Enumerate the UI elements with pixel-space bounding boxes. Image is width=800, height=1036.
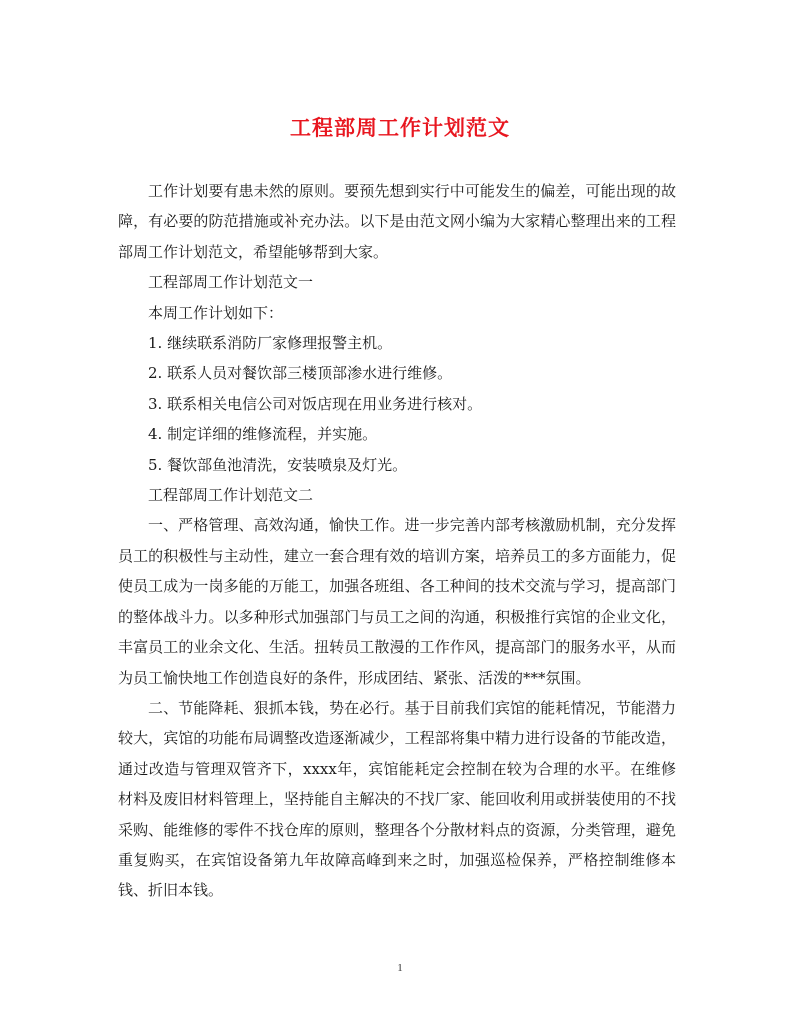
list-item: 2. 联系人员对餐饮部三楼顶部渗水进行维修。 — [148, 364, 453, 383]
section-heading-2: 工程部周工作计划范文二 — [148, 486, 314, 505]
list-item: 3. 联系相关电信公司对饭店现在用业务进行核对。 — [148, 394, 483, 413]
section-heading-1: 工程部周工作计划范文一 — [148, 273, 314, 292]
document-body — [118, 176, 676, 906]
document-title: 工程部周工作计划范文 — [290, 116, 510, 140]
paragraph-management: 一、严格管理、高效沟通，愉快工作。进一步完善内部考核激励机制，充分发挥员工的积极性与主动性，建立一套合理有效的培训方案，培养员工的多方面能力，促使员工成为一岗多能的万能工，加强各班组、各工种间的技术交流与学习，提高部门的整体战斗力。以多种形式加强部门与员工之间的沟通，积极推行宾馆的企业文化，丰富员工的业余文化、生活。扭转员工散漫的工作作风，提高部门的服务水平，从而为员工愉快地工作创造良好的条件，形成团结、紧张、活泼的***氛围。 — [118, 516, 676, 687]
paragraph-energy: 二、节能降耗、狠抓本钱，势在必行。基于目前我们宾馆的能耗情况，节能潜力较大，宾馆的功能布局调整改造逐渐减少，工程部将集中精力进行设备的节能改造，通过改造与管理双管齐下，xxxx年，宾馆能耗定会控制在较为合理的水平。在维修材料及废旧材料管理上，坚持能自主解决的不找厂家、能回收利用或拼装使用的不找采购、能维修的零件不找仓库的原则，整理各个分散材料点的资源，分类管理，避免重复购买，在宾馆设备第九年故障高峰到来之时，加强巡检保养，严格控制维修本钱、折旧本钱。 — [118, 698, 676, 900]
list-item: 1. 继续联系消防厂家修理报警主机。 — [148, 334, 393, 353]
page-number: 1 — [397, 962, 403, 974]
paragraph-plan-lead: 本周工作计划如下： — [148, 303, 284, 322]
list-item: 4. 制定详细的维修流程，并实施。 — [148, 425, 378, 444]
paragraph-intro: 工作计划要有患未然的原则。要预先想到实行中可能发生的偏差，可能出现的故障，有必要的防范措施或补充办法。以下是由范文网小编为大家精心整理出来的工程部周工作计划范文，希望能够帮到大家。 — [118, 182, 676, 261]
list-item: 5. 餐饮部鱼池清洗，安装喷泉及灯光。 — [148, 455, 408, 474]
